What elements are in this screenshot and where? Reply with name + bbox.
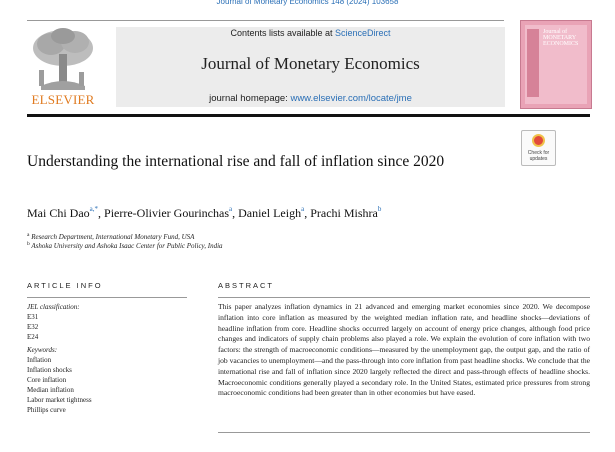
publisher-logo-text: ELSEVIER — [31, 92, 95, 107]
tree-emblem-icon — [27, 26, 99, 92]
author-affiliation-mark[interactable]: a — [229, 205, 233, 213]
keyword-item: Inflation — [27, 356, 52, 364]
check-for-updates-button[interactable] — [521, 130, 556, 166]
abstract-heading: ABSTRACT — [218, 281, 275, 290]
jel-code: E24 — [27, 333, 39, 341]
affiliation-mark: b — [27, 241, 30, 247]
article-info-heading: ARTICLE INFO — [27, 281, 103, 290]
top-divider — [27, 20, 504, 21]
keyword-item: Labor market tightness — [27, 396, 92, 404]
contents-prefix: Contents lists available at — [230, 28, 336, 38]
author-name[interactable]: Prachi Mishra — [310, 206, 378, 220]
jel-code: E32 — [27, 323, 39, 331]
author-name[interactable]: Daniel Leigh — [238, 206, 302, 220]
affiliation-a — [27, 232, 587, 241]
journal-citation[interactable]: Journal of Monetary Economics 148 (2024) 103658 — [216, 0, 399, 6]
homepage-prefix: journal homepage: — [209, 93, 291, 104]
journal-cover-thumbnail[interactable] — [520, 20, 592, 109]
journal-title[interactable]: Journal of Monetary Economics — [201, 54, 420, 73]
author-name[interactable]: Mai Chi Dao — [27, 206, 90, 220]
check-updates-icon — [532, 134, 545, 147]
jel-label: JEL classification: — [27, 303, 80, 311]
abstract-divider — [218, 297, 590, 298]
cover-strip — [527, 29, 539, 97]
check-updates-label: Check for updates — [527, 150, 550, 162]
keyword-item: Phillips curve — [27, 406, 66, 414]
article-title: Understanding the international rise and fall of inflation since 2020 — [27, 153, 445, 170]
abstract-body: This paper analyzes inflation dynamics in 21 advanced and emerging market economies since 2020. We decompose inflation into core inflation as measured by the weighted median inflation rate, and headline shocks—deviations of headline inflation from core. Headline shocks occurred largely on account of energy price changes, although food price changes and indicators of supply chain problems also played a role. We explain the evolution of core inflation with two factors: the strength of macroeconomic conditions—measured by the unemployment gap, the output gap, and the ratio of job vacancies to unemployment—and the pass-through into core inflation from past headline shocks. We conclude that the international rise and fall of inflation since 2020 largely reflected the direct and pass-through effects of headline shocks. Macroeconomic conditions generally played a secondary role. In the United States, estimated price pressures from strong macroeconomic conditions had been greater than in other economies but have eased. — [218, 302, 590, 398]
abstract-bottom-divider — [218, 432, 590, 433]
keywords-label: Keywords: — [27, 346, 58, 354]
contents-line — [116, 28, 505, 38]
jel-code: E31 — [27, 313, 39, 321]
keyword-item: Median inflation — [27, 386, 74, 394]
sciencedirect-link[interactable]: ScienceDirect — [335, 28, 391, 38]
author-affiliation-mark[interactable]: a,* — [89, 205, 99, 213]
keyword-item: Core inflation — [27, 376, 67, 384]
affiliation-text: Research Department, International Monetary Fund, USA — [31, 233, 195, 241]
affiliation-text: Ashoka University and Ashoka Isaac Center for Public Policy, India — [31, 242, 223, 250]
affiliation-b — [27, 241, 587, 250]
homepage-link[interactable]: www.elsevier.com/locate/jme — [290, 93, 412, 104]
cover-title: Journal of MONETARY ECONOMICS — [543, 29, 579, 47]
author-name[interactable]: Pierre-Olivier Gourinchas — [104, 206, 229, 220]
affiliation-mark: a — [27, 232, 30, 238]
homepage-line — [116, 93, 505, 104]
header-thick-divider — [27, 114, 590, 117]
author-affiliation-mark[interactable]: a — [301, 205, 305, 213]
article-info-divider — [27, 297, 187, 298]
keyword-item: Inflation shocks — [27, 366, 72, 374]
author-affiliation-mark[interactable]: b — [377, 205, 382, 213]
author-list: Mai Chi Dao$^{a,*}$, Pierre-Olivier Gourinchas$^a$, Daniel Leigh$^a$, Prachi Mishra$^b$ — [27, 205, 382, 220]
